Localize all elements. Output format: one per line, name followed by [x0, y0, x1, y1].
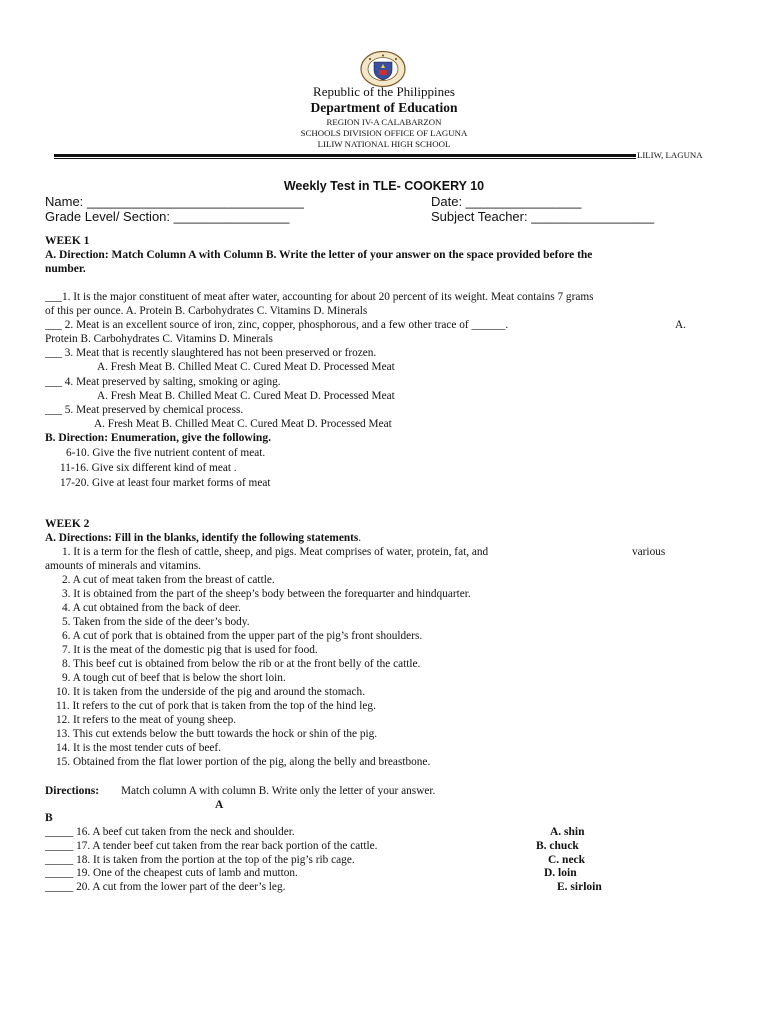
match-question: _____ 20. A cut from the lower part of the deer’s leg. — [45, 881, 286, 893]
header-rule-thin — [54, 158, 636, 159]
fill-item: 11. It refers to the cut of pork that is taken from the top of the hind leg. — [56, 700, 376, 712]
fill-item: 5. Taken from the side of the deer’s body. — [62, 616, 250, 628]
fill-item: 12. It refers to the meat of young sheep. — [56, 714, 237, 726]
week2-direction-a — [45, 532, 361, 544]
fill-item: 13. This cut extends below the butt towards the hock or shin of the pig. — [56, 728, 378, 740]
match-directions-text: Match column A with column B. Write only the letter of your answer. — [121, 785, 436, 797]
fill-item: 4. A cut obtained from the back of deer. — [62, 602, 241, 614]
question-5-choices: A. Fresh Meat B. Chilled Meat C. Cured Meat D. Processed Meat — [94, 418, 392, 430]
fill-item: 7. It is the meat of the domestic pig that is used for food. — [62, 644, 318, 656]
grade-section-field: Grade Level/ Section: ________________ — [45, 209, 290, 224]
column-b-label: B — [45, 812, 53, 824]
fill-item-1: 1. It is a term for the flesh of cattle, sheep, and pigs. Meat comprises of water, protein, fat, and — [62, 546, 489, 558]
week1-heading: WEEK 1 — [45, 235, 90, 247]
country-heading: Republic of the Philippines — [313, 84, 455, 99]
question-4: ___ 4. Meat preserved by salting, smoking or aging. — [45, 376, 281, 388]
match-directions-label: Directions: — [45, 785, 100, 797]
fill-item: 3. It is obtained from the part of the sheep’s body between the forequarter and hindquarter. — [62, 588, 471, 600]
subject-teacher-field: Subject Teacher: _________________ — [431, 209, 655, 224]
match-question: _____ 18. It is taken from the portion at the top of the pig’s rib cage. — [45, 854, 355, 866]
division-line: SCHOOLS DIVISION OFFICE OF LAGUNA — [300, 128, 468, 138]
fill-item: 14. It is the most tender cuts of beef. — [56, 742, 222, 754]
question-3: ___ 3. Meat that is recently slaughtered has not been preserved or frozen. — [45, 347, 377, 359]
week2-direction-a-text: A. Directions: Fill in the blanks, identify the following statements — [45, 532, 359, 544]
fill-item: 9. A tough cut of beef that is below the short loin. — [62, 672, 286, 684]
match-question: _____ 17. A tender beef cut taken from the rear back portion of the cattle. — [45, 840, 378, 852]
week2-direction-a-period: . — [358, 532, 362, 544]
fill-item-1-cont: amounts of minerals and vitamins. — [45, 560, 201, 572]
fill-item: 2. A cut of meat taken from the breast of cattle. — [62, 574, 275, 586]
column-a-label: A — [215, 799, 224, 811]
fill-item: 15. Obtained from the flat lower portion of the pig, along the belly and breastbone. — [56, 756, 431, 768]
fill-item: 6. A cut of pork that is obtained from the upper part of the pig’s front shoulders. — [62, 630, 423, 642]
week1-direction-b: B. Direction: Enumeration, give the following. — [45, 432, 271, 444]
question-3-choices: A. Fresh Meat B. Chilled Meat C. Cured Meat D. Processed Meat — [97, 361, 395, 373]
question-4-choices: A. Fresh Meat B. Chilled Meat C. Cured Meat D. Processed Meat — [97, 390, 395, 402]
name-field: Name: ______________________________ — [45, 194, 304, 209]
week1-direction-a-cont: number. — [45, 263, 86, 275]
enumeration-item: 11-16. Give six different kind of meat . — [60, 462, 237, 474]
fill-item-1-end: various — [632, 546, 666, 558]
match-answer: D. loin — [544, 867, 577, 879]
enumeration-item: 17-20. Give at least four market forms of meat — [60, 477, 271, 489]
school-line: LILIW NATIONAL HIGH SCHOOL — [317, 139, 451, 149]
fill-item: 8. This beef cut is obtained from below the rib or at the front belly of the cattle. — [62, 658, 421, 670]
department-heading: Department of Education — [310, 100, 458, 115]
match-question: _____ 19. One of the cheapest cuts of lamb and mutton. — [45, 867, 298, 879]
date-field: Date: ________________ — [431, 194, 582, 209]
fill-item: 10. It is taken from the underside of the pig and around the stomach. — [56, 686, 366, 698]
question-1-choices: of this per ounce. A. Protein B. Carbohydrates C. Vitamins D. Minerals — [45, 305, 368, 317]
match-answer: C. neck — [548, 854, 586, 866]
header-rule — [54, 154, 636, 157]
deped-seal-logo — [359, 50, 407, 88]
match-question: _____ 16. A beef cut taken from the neck and shoulder. — [45, 826, 295, 838]
location-label: LILIW, LAGUNA — [637, 150, 703, 160]
match-answer: E. sirloin — [557, 881, 602, 893]
week2-heading: WEEK 2 — [45, 518, 90, 530]
test-title: Weekly Test in TLE- COOKERY 10 — [283, 179, 485, 193]
match-answer: B. chuck — [536, 840, 579, 852]
question-1: ___1. It is the major constituent of meat after water, accounting for about 20 percent of its weight. Meat contains 7 grams — [45, 291, 594, 303]
region-line: REGION IV-A CALABARZON — [326, 117, 442, 127]
match-answer: A. shin — [550, 826, 585, 838]
question-2: ___ 2. Meat is an excellent source of iron, zinc, copper, phosphorous, and a few other trace of ______. — [45, 319, 509, 331]
week1-direction-a: A. Direction: Match Column A with Column B. Write the letter of your answer on the space provided before the — [45, 249, 593, 261]
enumeration-item: 6-10. Give the five nutrient content of meat. — [66, 447, 266, 459]
question-5: ___ 5. Meat preserved by chemical process. — [45, 404, 244, 416]
question-2-choices: Protein B. Carbohydrates C. Vitamins D. Minerals — [45, 333, 273, 345]
question-2-choice-a: A. — [675, 319, 686, 331]
